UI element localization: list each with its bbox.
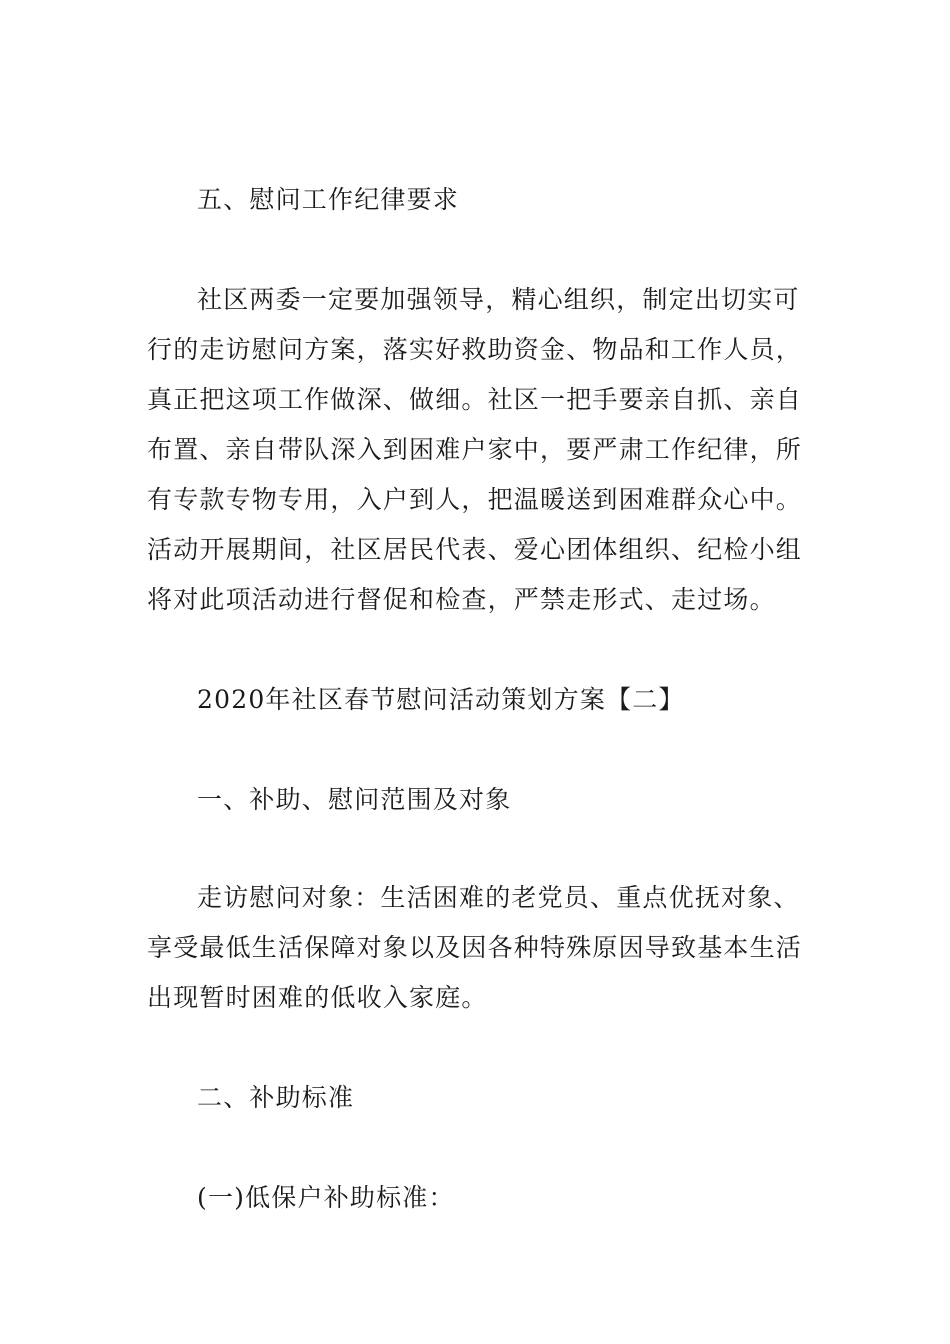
- paragraph-line: 有专款专物专用，入户到人，把温暖送到困难群众心中。: [147, 485, 803, 514]
- section2-heading: 二、补助标准: [197, 1083, 355, 1112]
- paragraph-line: 布置、亲自带队深入到困难户家中，要严肃工作纪律，所: [147, 435, 803, 464]
- plan2-title: 2020年社区春节慰问活动策划方案【二】: [197, 685, 685, 714]
- paragraph-line: 走访慰问对象：生活困难的老党员、重点优抚对象、: [197, 883, 800, 912]
- paragraph-line: 将对此项活动进行督促和检查，严禁走形式、走过场。: [147, 585, 776, 614]
- paragraph-line: 享受最低生活保障对象以及因各种特殊原因导致基本生活: [147, 933, 803, 962]
- paragraph-line: 出现暂时困难的低收入家庭。: [147, 983, 488, 1012]
- section1-heading: 一、补助、慰问范围及对象: [197, 785, 512, 814]
- section5-heading: 五、慰问工作纪律要求: [197, 185, 460, 214]
- paragraph-line: 行的走访慰问方案，落实好救助资金、物品和工作人员，: [147, 335, 803, 364]
- paragraph-line: 活动开展期间，社区居民代表、爱心团体组织、纪检小组: [147, 535, 803, 564]
- subsection1-heading: (一)低保户补助标准：: [197, 1183, 455, 1212]
- paragraph-line: 社区两委一定要加强领导，精心组织，制定出切实可: [197, 285, 800, 314]
- paragraph-line: 真正把这项工作做深、做细。社区一把手要亲自抓、亲自: [147, 385, 803, 414]
